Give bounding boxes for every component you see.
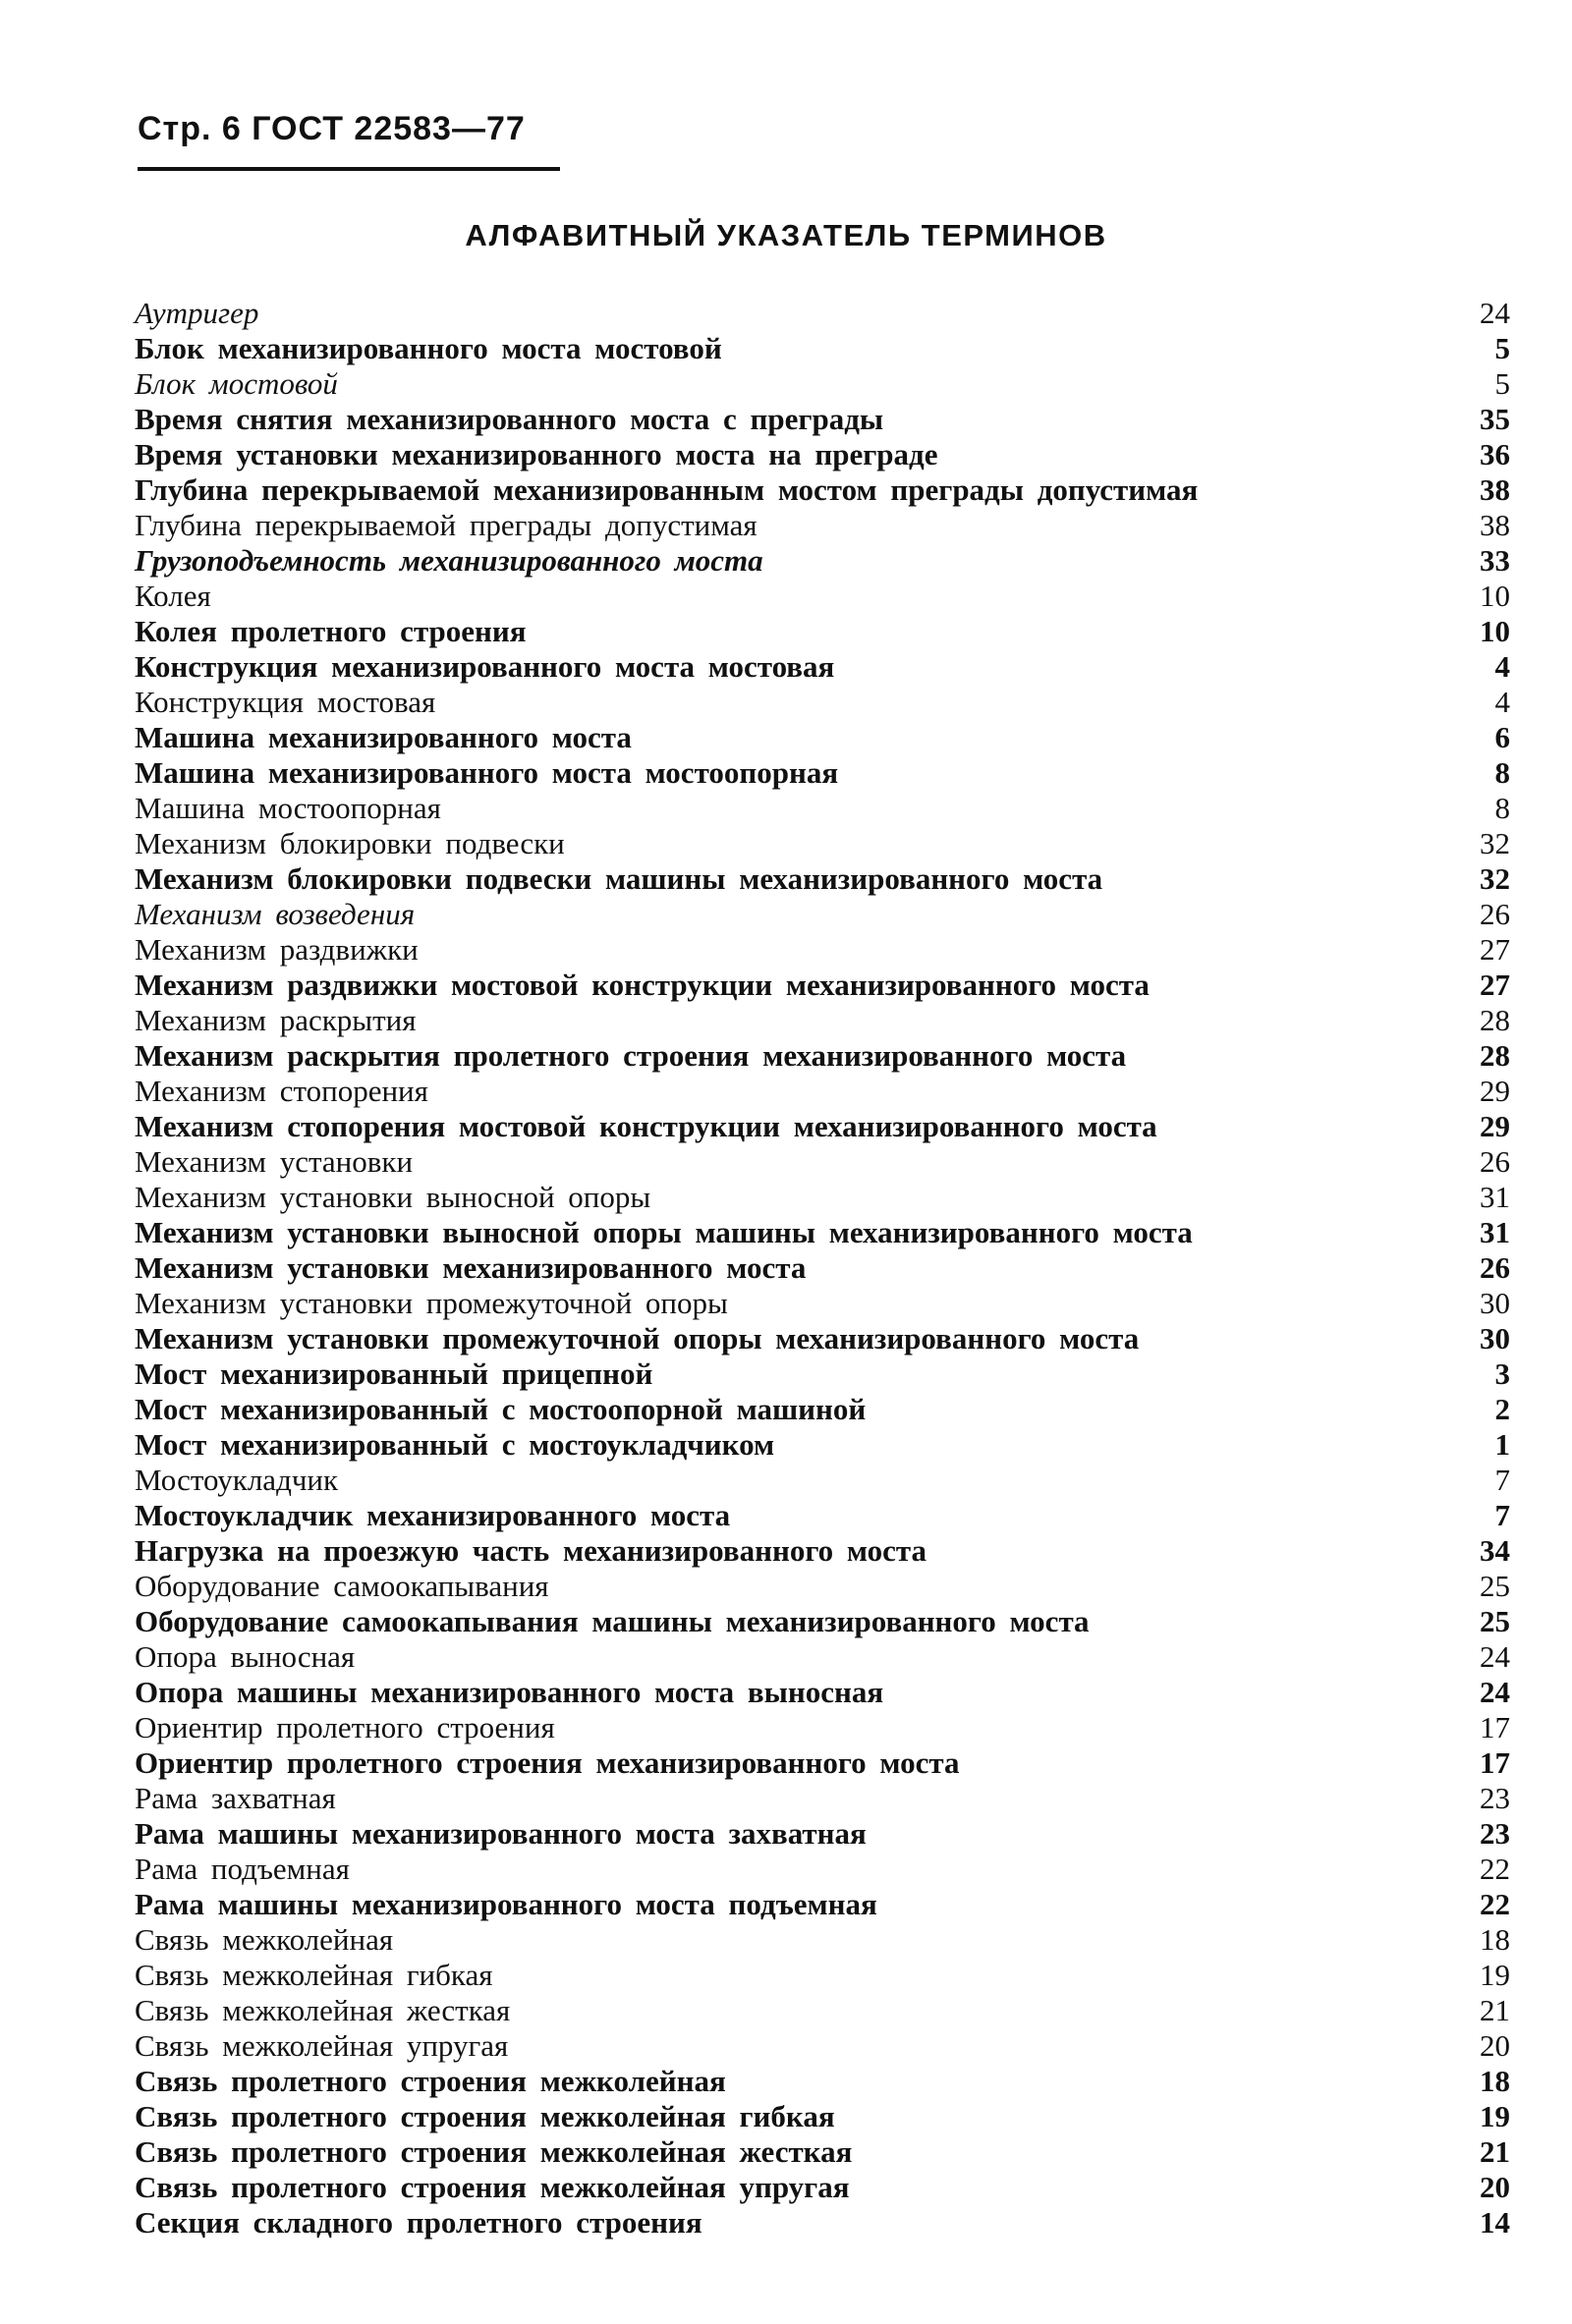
index-page-number: 22 [1480, 1887, 1510, 1921]
index-entry [135, 1639, 1510, 1675]
index-term: Механизм установки выносной опоры [135, 1180, 651, 1214]
index-page-number: 4 [1494, 685, 1510, 719]
index-page-number: 34 [1480, 1533, 1510, 1568]
index-term: Машина механизированного моста мостоопорная [135, 755, 839, 790]
index-entry [135, 1215, 1510, 1250]
index-term: Машина мостоопорная [135, 791, 441, 825]
index-term: Мост механизированный с мостоопорной машиной [135, 1392, 867, 1426]
index-page-number: 21 [1480, 1993, 1510, 2027]
index-page-number: 7 [1494, 1498, 1510, 1532]
index-page-number: 19 [1480, 2099, 1510, 2133]
index-term: Колея [135, 579, 211, 613]
index-page-number: 10 [1480, 579, 1510, 613]
index-term: Аутригер [135, 296, 259, 330]
index-entry [135, 861, 1510, 897]
index-page-number: 17 [1480, 1710, 1510, 1744]
index-term: Механизм раскрытия пролетного строения механизированного моста [135, 1038, 1127, 1073]
index-entry [135, 2099, 1510, 2134]
index-term: Блок механизированного моста мостовой [135, 331, 722, 365]
index-term: Связь межколейная упругая [135, 2028, 509, 2063]
index-term: Механизм установки промежуточной опоры механизированного моста [135, 1321, 1140, 1356]
index-term: Механизм стопорения [135, 1074, 428, 1108]
index-entry [135, 402, 1510, 437]
index-term: Мостоукладчик [135, 1463, 339, 1497]
index-entry [135, 720, 1510, 755]
index-term: Механизм раздвижки мостовой конструкции механизированного моста [135, 968, 1150, 1002]
index-entry [135, 1109, 1510, 1144]
index-entry [135, 1922, 1510, 1958]
index-term: Нагрузка на проезжую часть механизированного моста [135, 1533, 926, 1568]
index-page-number: 2 [1494, 1392, 1510, 1426]
index-entry [135, 1958, 1510, 1993]
index-term: Время установки механизированного моста на преграде [135, 437, 938, 471]
index-entry [135, 1356, 1510, 1392]
index-entry [135, 1675, 1510, 1710]
index-entry [135, 1852, 1510, 1887]
index-entry [135, 1286, 1510, 1321]
index-term: Оборудование самоокапывания [135, 1569, 549, 1603]
index-entry [135, 2134, 1510, 2170]
index-entry [135, 685, 1510, 720]
index-page-number: 8 [1494, 791, 1510, 825]
index-entry [135, 2028, 1510, 2064]
index-page-number: 31 [1480, 1180, 1510, 1214]
index-term: Рама машины механизированного моста захватная [135, 1816, 867, 1851]
index-page-number: 33 [1480, 543, 1510, 578]
index-entry [135, 472, 1510, 508]
index-entry [135, 508, 1510, 543]
index-entry [135, 579, 1510, 614]
index-entry [135, 826, 1510, 861]
index-term: Грузоподъемность механизированного моста [135, 543, 763, 578]
index-page-number: 29 [1480, 1074, 1510, 1108]
index-term: Механизм установки [135, 1144, 414, 1179]
index-term: Ориентир пролетного строения [135, 1710, 555, 1744]
index-page-number: 31 [1480, 1215, 1510, 1249]
index-page-number: 26 [1480, 1144, 1510, 1179]
index-term: Связь пролетного строения межколейная [135, 2064, 726, 2098]
index-page-number: 28 [1480, 1003, 1510, 1037]
term-index-list [135, 296, 1510, 2241]
index-page-number: 27 [1480, 968, 1510, 1002]
index-entry [135, 1427, 1510, 1463]
index-term: Ориентир пролетного строения механизированного моста [135, 1745, 960, 1780]
header-rule [138, 167, 560, 171]
index-entry [135, 791, 1510, 826]
index-term: Механизм раздвижки [135, 932, 419, 967]
index-page-number: 23 [1480, 1781, 1510, 1815]
index-page-number: 18 [1480, 2064, 1510, 2098]
index-entry [135, 1533, 1510, 1569]
index-term: Рама машины механизированного моста подъемная [135, 1887, 877, 1921]
index-term: Механизм блокировки подвески машины механизированного моста [135, 861, 1103, 896]
index-entry [135, 968, 1510, 1003]
index-term: Опора машины механизированного моста выносная [135, 1675, 884, 1709]
index-term: Связь межколейная [135, 1922, 394, 1957]
index-term: Конструкция механизированного моста мостовая [135, 649, 835, 684]
index-term: Связь пролетного строения межколейная упругая [135, 2170, 850, 2204]
index-page-number: 28 [1480, 1038, 1510, 1073]
index-term: Связь межколейная жесткая [135, 1993, 511, 2027]
index-page-number: 30 [1480, 1321, 1510, 1356]
index-term: Рама захватная [135, 1781, 336, 1815]
index-entry [135, 296, 1510, 331]
index-entry [135, 366, 1510, 402]
index-term: Механизм возведения [135, 897, 416, 931]
index-page-number: 7 [1494, 1463, 1510, 1497]
index-entry [135, 1816, 1510, 1852]
index-page-number: 30 [1480, 1286, 1510, 1320]
index-page-number: 32 [1480, 826, 1510, 860]
index-page-number: 5 [1494, 331, 1510, 365]
index-page-number: 25 [1480, 1604, 1510, 1638]
index-term: Глубина перекрываемой преграды допустимая [135, 508, 758, 542]
index-page-number: 4 [1494, 649, 1510, 684]
index-page-number: 25 [1480, 1569, 1510, 1603]
index-term: Механизм установки промежуточной опоры [135, 1286, 728, 1320]
index-page-number: 20 [1480, 2170, 1510, 2204]
index-term: Секция складного пролетного строения [135, 2205, 702, 2240]
index-term: Механизм раскрытия [135, 1003, 417, 1037]
index-term: Мост механизированный прицепной [135, 1356, 653, 1391]
index-term: Связь межколейная гибкая [135, 1958, 493, 1992]
index-entry [135, 1038, 1510, 1074]
index-entry [135, 1887, 1510, 1922]
index-page-number: 29 [1480, 1109, 1510, 1143]
index-term: Мост механизированный с мостоукладчиком [135, 1427, 775, 1462]
index-entry [135, 1321, 1510, 1356]
index-entry [135, 1745, 1510, 1781]
index-page-number: 36 [1480, 437, 1510, 471]
index-entry [135, 1604, 1510, 1639]
index-entry [135, 1074, 1510, 1109]
index-page-number: 26 [1480, 1250, 1510, 1285]
index-page-number: 1 [1494, 1427, 1510, 1462]
index-entry [135, 1180, 1510, 1215]
index-page-number: 5 [1494, 366, 1510, 401]
index-entry [135, 1250, 1510, 1286]
index-term: Колея пролетного строения [135, 614, 527, 648]
index-entry [135, 897, 1510, 932]
index-entry [135, 614, 1510, 649]
index-term: Механизм блокировки подвески [135, 826, 565, 860]
index-page-number: 19 [1480, 1958, 1510, 1992]
index-entry [135, 331, 1510, 366]
index-page-number: 22 [1480, 1852, 1510, 1886]
index-term: Оборудование самоокапывания машины механизированного моста [135, 1604, 1090, 1638]
index-page-number: 24 [1480, 1639, 1510, 1674]
index-term: Рама подъемная [135, 1852, 350, 1886]
index-page-number: 38 [1480, 508, 1510, 542]
index-entry [135, 1993, 1510, 2028]
index-term: Мостоукладчик механизированного моста [135, 1498, 731, 1532]
index-page-number: 24 [1480, 1675, 1510, 1709]
index-term: Время снятия механизированного моста с преграды [135, 402, 884, 436]
index-page-number: 3 [1494, 1356, 1510, 1391]
index-page-number: 10 [1480, 614, 1510, 648]
index-page-number: 32 [1480, 861, 1510, 896]
index-entry [135, 649, 1510, 685]
index-entry [135, 2064, 1510, 2099]
index-entry [135, 543, 1510, 579]
index-page-number: 18 [1480, 1922, 1510, 1957]
index-title: АЛФАВИТНЫЙ УКАЗАТЕЛЬ ТЕРМИНОВ [465, 218, 1107, 252]
index-entry [135, 1498, 1510, 1533]
index-term: Машина механизированного моста [135, 720, 632, 754]
index-page-number: 27 [1480, 932, 1510, 967]
index-page-number: 6 [1494, 720, 1510, 754]
index-term: Механизм стопорения мостовой конструкции механизированного моста [135, 1109, 1157, 1143]
index-entry [135, 437, 1510, 472]
index-entry [135, 1710, 1510, 1745]
index-entry [135, 1569, 1510, 1604]
index-page-number: 17 [1480, 1745, 1510, 1780]
index-term: Блок мостовой [135, 366, 338, 401]
index-term: Конструкция мостовая [135, 685, 436, 719]
index-page-number: 8 [1494, 755, 1510, 790]
index-term: Опора выносная [135, 1639, 356, 1674]
index-term: Механизм установки механизированного моста [135, 1250, 807, 1285]
index-page-number: 20 [1480, 2028, 1510, 2063]
index-term: Механизм установки выносной опоры машины механизированного моста [135, 1215, 1193, 1249]
index-page-number: 38 [1480, 472, 1510, 507]
index-entry [135, 755, 1510, 791]
index-page-number: 21 [1480, 2134, 1510, 2169]
index-term: Связь пролетного строения межколейная гибкая [135, 2099, 835, 2133]
index-page-number: 24 [1480, 296, 1510, 330]
index-entry [135, 1144, 1510, 1180]
index-entry [135, 2170, 1510, 2205]
index-entry [135, 1781, 1510, 1816]
index-entry [135, 932, 1510, 968]
page-header: Стр. 6 ГОСТ 22583—77 [138, 110, 526, 147]
index-page-number: 14 [1480, 2205, 1510, 2240]
index-entry [135, 2205, 1510, 2241]
index-page-number: 35 [1480, 402, 1510, 436]
index-term: Глубина перекрываемой механизированным мостом преграды допустимая [135, 472, 1199, 507]
index-entry [135, 1392, 1510, 1427]
index-page-number: 26 [1480, 897, 1510, 931]
index-entry [135, 1463, 1510, 1498]
index-page-number: 23 [1480, 1816, 1510, 1851]
index-entry [135, 1003, 1510, 1038]
index-term: Связь пролетного строения межколейная жесткая [135, 2134, 853, 2169]
